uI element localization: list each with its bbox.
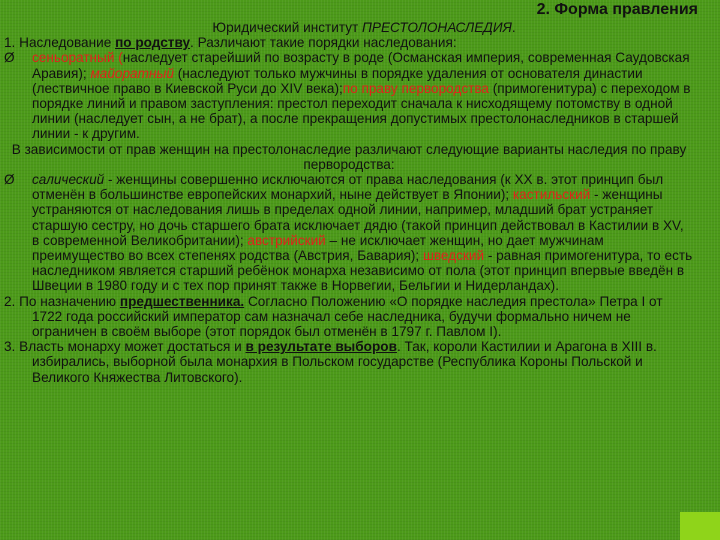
corner-decoration: [680, 512, 720, 540]
highlight-term: сеньоратный (: [32, 50, 123, 66]
item-text: . Различают такие порядки наследования:: [190, 35, 457, 51]
bullet-text: – не исключает женщин, но дает мужчинам преимущество во всех степенях родства (Австрия, Бавария);: [32, 232, 604, 264]
underlined-term: по родству: [115, 35, 191, 51]
item-number: 1.: [4, 35, 16, 51]
slide-subtitle: [4, 20, 694, 35]
bullet-text: - равная примогенитура, то есть наследником является старший ребёнок монарха независимо от пола (этот принцип впервые введён в Швеции в 1980 году и с тех пор принят также в Норвегии, Бельгии и Нидерландах).: [32, 248, 693, 294]
item-text: Согласно Положению «О порядке наследия престола» Петра I от 1722 года российский император сам назначал себе наследника, будучи формально ничем не ограничен в своём выборе (этот порядок был отменён в 1797 г. Павлом I).: [32, 293, 663, 340]
emphasis-term: салический: [32, 172, 105, 188]
bullet-text: - женщины устраняются от наследования лишь в пределах одной линии, например, младший брат устраняет старшую сестру, но дочь старшего брата исключает дядю (такой принцип действовал в Кастилии в XV, в современной Великобритании);: [32, 187, 684, 248]
bullet-text: (примогенитура) с переходом в порядке линий и правом заступления: престол переходит сначала к нисходящему потомству в одной линии (наследует сын, а не брат), а после прекращения допустимых престолонаследников в старшей линии - к другим.: [32, 80, 691, 142]
bullet-arrow-icon: Ø: [4, 50, 15, 66]
slide-body: [4, 20, 694, 385]
highlight-term: по праву первородства: [342, 80, 489, 96]
item-by-appointment: [4, 294, 694, 340]
bullet-inheritance-orders: [4, 50, 694, 141]
item-number: 2.: [4, 293, 16, 309]
item-by-election: [4, 339, 694, 385]
item-text: По назначению: [19, 293, 120, 309]
subtitle-text: Юридический институт: [212, 20, 363, 35]
item-inheritance-by-kinship: [4, 35, 694, 50]
highlight-term: австрийский: [247, 232, 326, 248]
highlight-term: майоратный: [90, 65, 174, 81]
slide-title: 2. Форма правления: [536, 1, 698, 18]
women-rights-intro: В зависимости от прав женщин на престолонаследие различают следующие варианты наследия по праву первородства:: [11, 141, 687, 172]
bullet-text: (наследуют только мужчины в порядке удаления от основателя династии (лествичное право в Киевской Руси до XIV века);: [32, 65, 643, 96]
underlined-term: в результате выборов: [245, 339, 397, 355]
item-text: . Так, короли Кастилии и Арагона в XIII в. избирались, выборной была монархия в Польском государстве (Республика Короны Польской и Великого Княжества Литовского).: [32, 339, 657, 385]
bullet-arrow-icon: Ø: [4, 172, 15, 188]
item-number: 3.: [4, 339, 16, 355]
highlight-term: шведский: [422, 248, 485, 264]
underlined-term: предшественника.: [119, 293, 245, 309]
bullet-text: - женщины совершенно исключаются от права наследования (к XX в. этот принцип был отменён в большинстве европейских монархий, ныне действует в Японии);: [32, 172, 664, 203]
subtitle-emphasis: ПРЕСТОЛОНАСЛЕДИЯ: [362, 20, 512, 35]
bullet-female-succession: [4, 172, 694, 294]
subtitle-period: .: [511, 20, 516, 35]
highlight-term: кастильский: [512, 187, 591, 203]
bullet-text: наследует старейший по возрасту в роде (Османская империя, современная Саудовская Аравия);: [32, 50, 690, 81]
item-text: Наследование: [19, 35, 116, 51]
item-text: Власть монарху может достаться и: [19, 339, 246, 355]
